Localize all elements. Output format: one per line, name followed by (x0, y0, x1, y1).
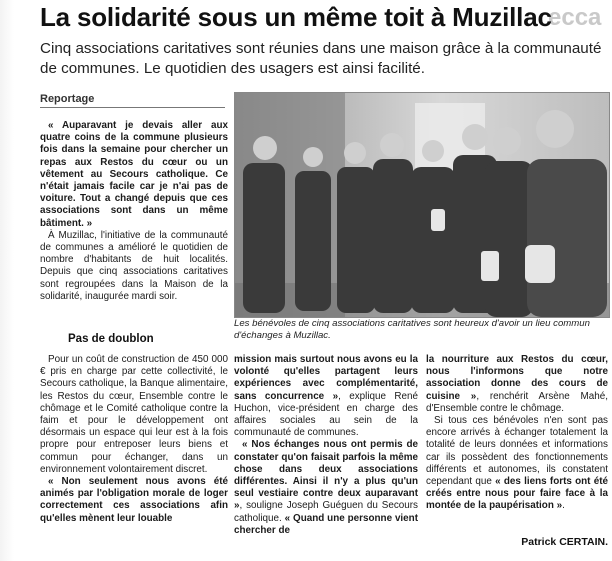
quote-text: mission mais surtout nous avons eu la volonté qu'elles partagent leurs expériences avec complémentarité, sans concurrence » (234, 354, 418, 402)
headline: La solidarité sous un même toit à Muzillac (40, 2, 552, 32)
right-column (426, 354, 608, 513)
attribution-text: , souligne Joseph Guéguen du Secours catholique. (234, 500, 418, 524)
quote-text: « Nos échanges nous ont permis de constater qu'on faisait parfois la même chose dans deux associations différentes. Ainsi il n'y a plus qu'un seul vestiaire contre deux auparavant » (234, 439, 418, 512)
subheading: Pas de doublon (68, 333, 154, 345)
left-column (40, 354, 228, 525)
quote-text: la nourriture aux Restos du cœur, nous l'informons que notre association donne des cours de cuisine » (426, 354, 608, 402)
attribution-text: , renchérit Arsène Mahé, d'Ensemble contre le chômage. (426, 390, 609, 414)
volunteers-photo (234, 92, 610, 318)
bleed-through-text: ecca (548, 4, 602, 30)
section-rubric: Reportage (40, 93, 225, 108)
byline: Patrick CERTAIN. (521, 536, 608, 548)
paragraph-end: . (562, 500, 565, 512)
intro-paragraph: À Muzillac, l'initiative de la communauté de communes a amélioré le quotidien de nombre d'habitants de huit localités. Depuis que cinq associations caritatives sont regroupées dans la Maison de la solidarité, inaugurée mardi soir. (40, 229, 228, 302)
paragraph-text: Si tous ces bénévoles n'en sont pas encore arrivés à échanger totalement la totalité de leurs données et informations car ils possèdent des fonctionnements différents et autonomes, ils constatent cependant que (426, 415, 608, 488)
attribution-text: , explique René Huchon, vice-président en charge des affaires sociales au sein de la communauté de communes. (234, 390, 419, 439)
quote-paragraph: « Non seulement nous avons été animés par l'obligation morale de loger correctement ces associations afin qu'elles mènent leur louable (40, 476, 228, 524)
quote-text: « Quand une personne vient chercher de (234, 512, 418, 536)
paragraph: Pour un coût de construction de 450 000 € pris en charge par cette collectivité, le Secours catholique, la Banque alimentaire, les Restos du cœur, Ensemble contre le chômage et le Comité catholique contre la faim et pour le développement ont désormais un espace qui leur est à la fois propre pour entreposer leurs biens et commun pour échanger, dans un environnement volontairement discret. (40, 354, 228, 475)
scan-shadow (0, 0, 14, 561)
standfirst: Cinq associations caritatives sont réunies dans une maison grâce à la communauté de communes. Le quotidien des usagers est ainsi facilité. (40, 40, 602, 77)
photo-caption: Les bénévoles de cinq associations caritatives sont heureux d'avoir un lieu commun d'échanges à Muzillac. (234, 318, 590, 341)
intro-column (40, 120, 228, 303)
intro-quote: « Auparavant je devais aller aux quatre coins de la commune plusieurs fois dans la semaine pour chercher un repas aux Restos du cœur ou un vêtement au Secours catholique. Ce n'était jamais facile car je n'ai pas de voiture. Tout a changé depuis que ces associations sont dans un même bâtiment. » (40, 120, 228, 229)
quote-text: « des liens forts ont été créés entre nous pour faire face à la montée de la paupérisation » (426, 476, 608, 512)
middle-column (234, 354, 418, 537)
